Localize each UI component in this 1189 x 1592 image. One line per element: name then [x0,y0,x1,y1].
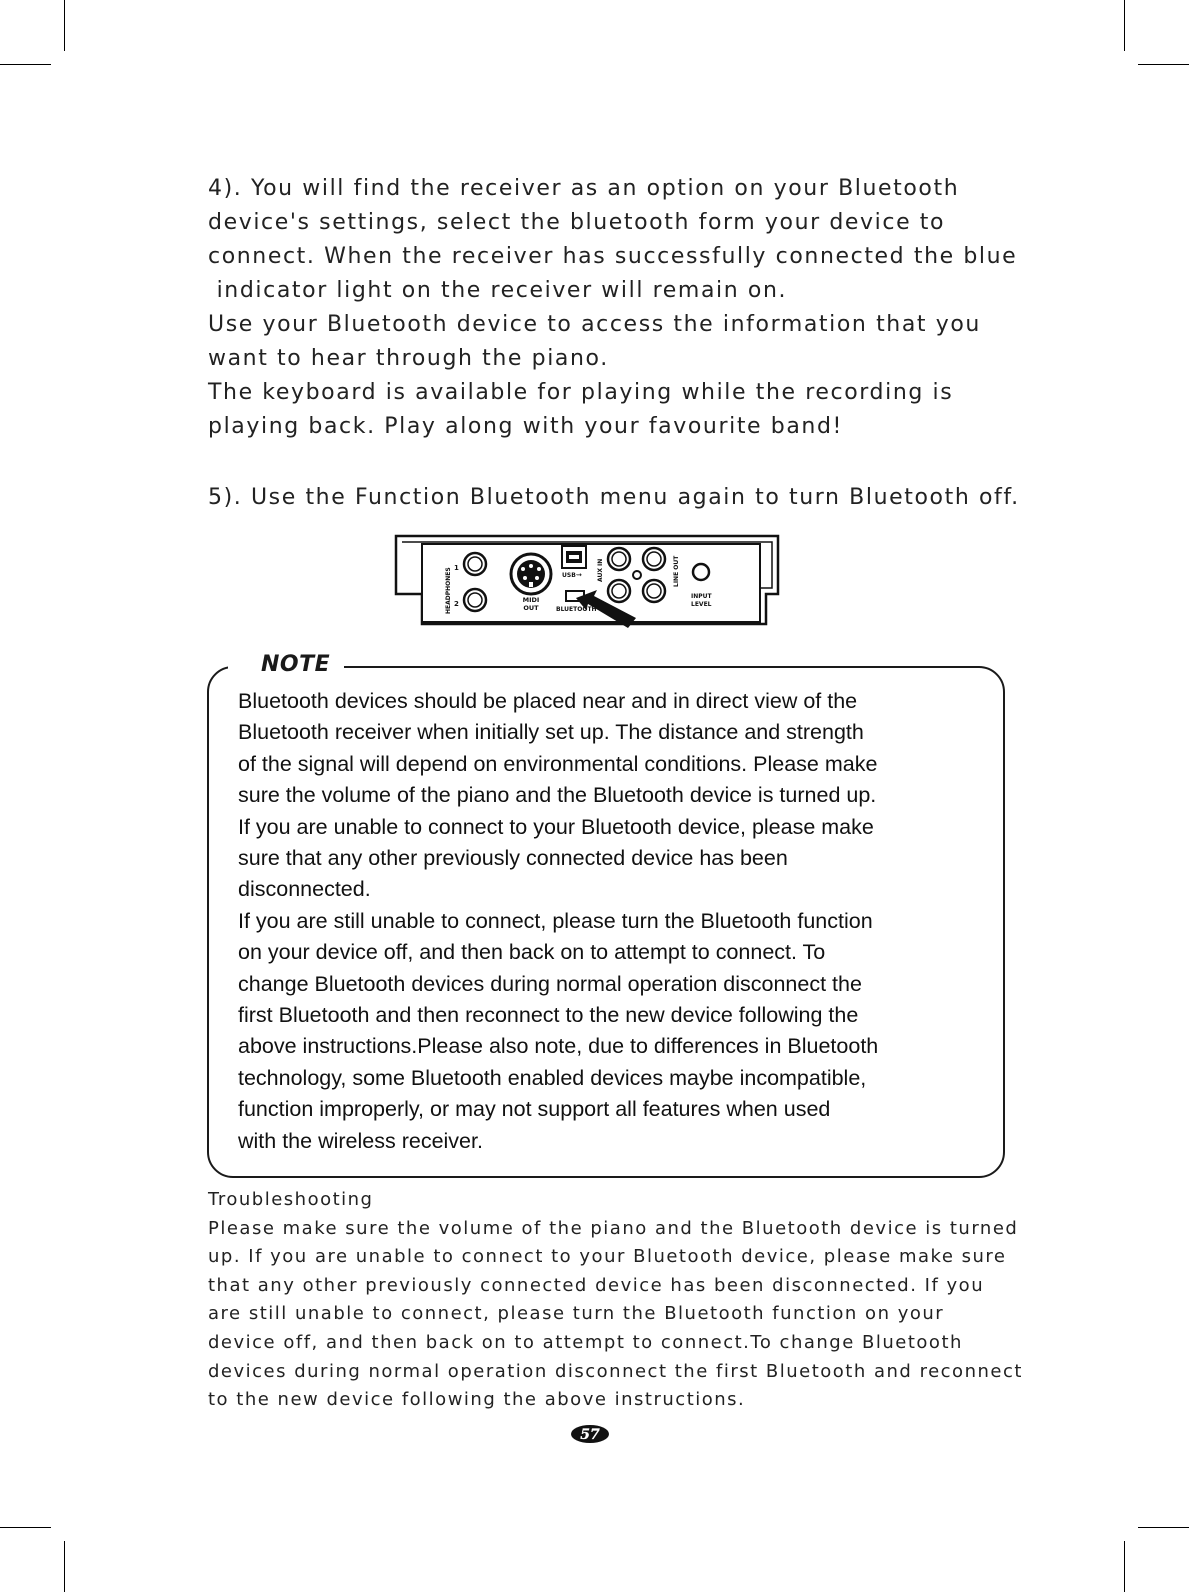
step4-line: The keyboard is available for playing while the recording is [208,380,954,405]
troubleshooting-line: up. If you are unable to connect to your Bluetooth device, please make sure [208,1246,1007,1268]
level-label: LEVEL [691,601,712,608]
bluetooth-label: BLUETOOTH [556,606,597,613]
indicator-light [633,571,641,579]
troubleshooting-line: are still unable to connect, please turn the Bluetooth function on your [208,1303,945,1325]
note-line: with the wireless receiver. [238,1128,483,1153]
note-line: sure that any other previously connected device has been [238,846,788,871]
crop-mark-bottom-right-v [1124,1541,1125,1592]
note-line: first Bluetooth and then reconnect to the new device following the [238,1003,859,1028]
step4-line: Use your Bluetooth device to access the information that you [208,312,981,337]
crop-mark-top-right-v [1124,0,1125,51]
troubleshooting-line: to the new device following the above instructions. [208,1389,746,1411]
troubleshooting-line: devices during normal operation disconnect the first Bluetooth and reconnect [208,1360,1023,1382]
crop-mark-bottom-right-h [1138,1527,1189,1528]
crop-mark-top-right-h [1138,64,1189,65]
step4-line: device's settings, select the bluetooth form your device to [208,210,946,235]
note-line: above instructions.Please also note, due to differences in Bluetooth [238,1034,879,1059]
line-out-label: LINE OUT [673,555,680,587]
troubleshooting-line: device off, and then back on to attempt to connect.To change Bluetooth [208,1331,963,1353]
troubleshooting-line: Please make sure the volume of the piano and the Bluetooth device is turned [208,1217,1019,1239]
rear-panel-illustration [390,532,790,636]
note-title: NOTE [261,652,331,677]
note-line: If you are still unable to connect, please turn the Bluetooth function [238,908,873,933]
note-title-rule [344,666,364,668]
crop-mark-bottom-left-v [64,1541,65,1592]
input-level-knob [693,564,709,580]
crop-mark-top-left-v [64,0,65,51]
usb-icon: ⇝ [576,571,582,579]
step4-line: indicator light on the receiver will remain on. [208,278,788,303]
step4-line: 4). You will find the receiver as an option on your Bluetooth [208,176,960,201]
note-line: technology, some Bluetooth enabled devices maybe incompatible, [238,1065,867,1090]
note-line: change Bluetooth devices during normal operation disconnect the [238,971,862,996]
midi-label: MIDI [522,596,540,604]
headphones-label: HEADPHONES [445,567,452,614]
page-number-badge [570,1424,610,1444]
step5-line: 5). Use the Function Bluetooth menu again to turn Bluetooth off. [208,485,1020,510]
jack-1-label: 1 [454,564,459,572]
note-line: If you are unable to connect to your Bluetooth device, please make [238,814,874,839]
usb-label: USB [562,572,576,579]
note-line: function improperly, or may not support all features when used [238,1097,831,1122]
troubleshooting-section [208,1186,1088,1415]
step5-paragraph [208,481,1088,515]
note-line: sure the volume of the piano and the Bluetooth device is turned up. [238,783,877,808]
step4-line: connect. When the receiver has successfully connected the blue [208,244,1018,269]
troubleshooting-heading: Troubleshooting [208,1189,374,1210]
note-line: Bluetooth receiver when initially set up. The distance and strength [238,720,864,745]
note-line: disconnected. [238,877,371,902]
note-body [238,686,998,1157]
note-line: Bluetooth devices should be placed near and in direct view of the [238,689,858,713]
midi-out-label: OUT [523,604,539,612]
step4-line: playing back. Play along with your favourite band! [208,414,843,439]
jack-2-label: 2 [454,600,459,608]
input-label: INPUT [691,593,712,600]
crop-mark-bottom-left-h [0,1527,51,1528]
note-line: of the signal will depend on environmental conditions. Please make [238,751,878,776]
aux-in-label: AUX IN [597,558,604,582]
troubleshooting-line: that any other previously connected device has been disconnected. If you [208,1274,985,1296]
step4-paragraph [208,172,1088,444]
crop-mark-top-left-h [0,64,51,65]
page-number: 57 [580,1427,600,1443]
step4-line: want to hear through the piano. [208,346,609,371]
note-line: on your device off, and then back on to attempt to connect. To [238,940,826,965]
